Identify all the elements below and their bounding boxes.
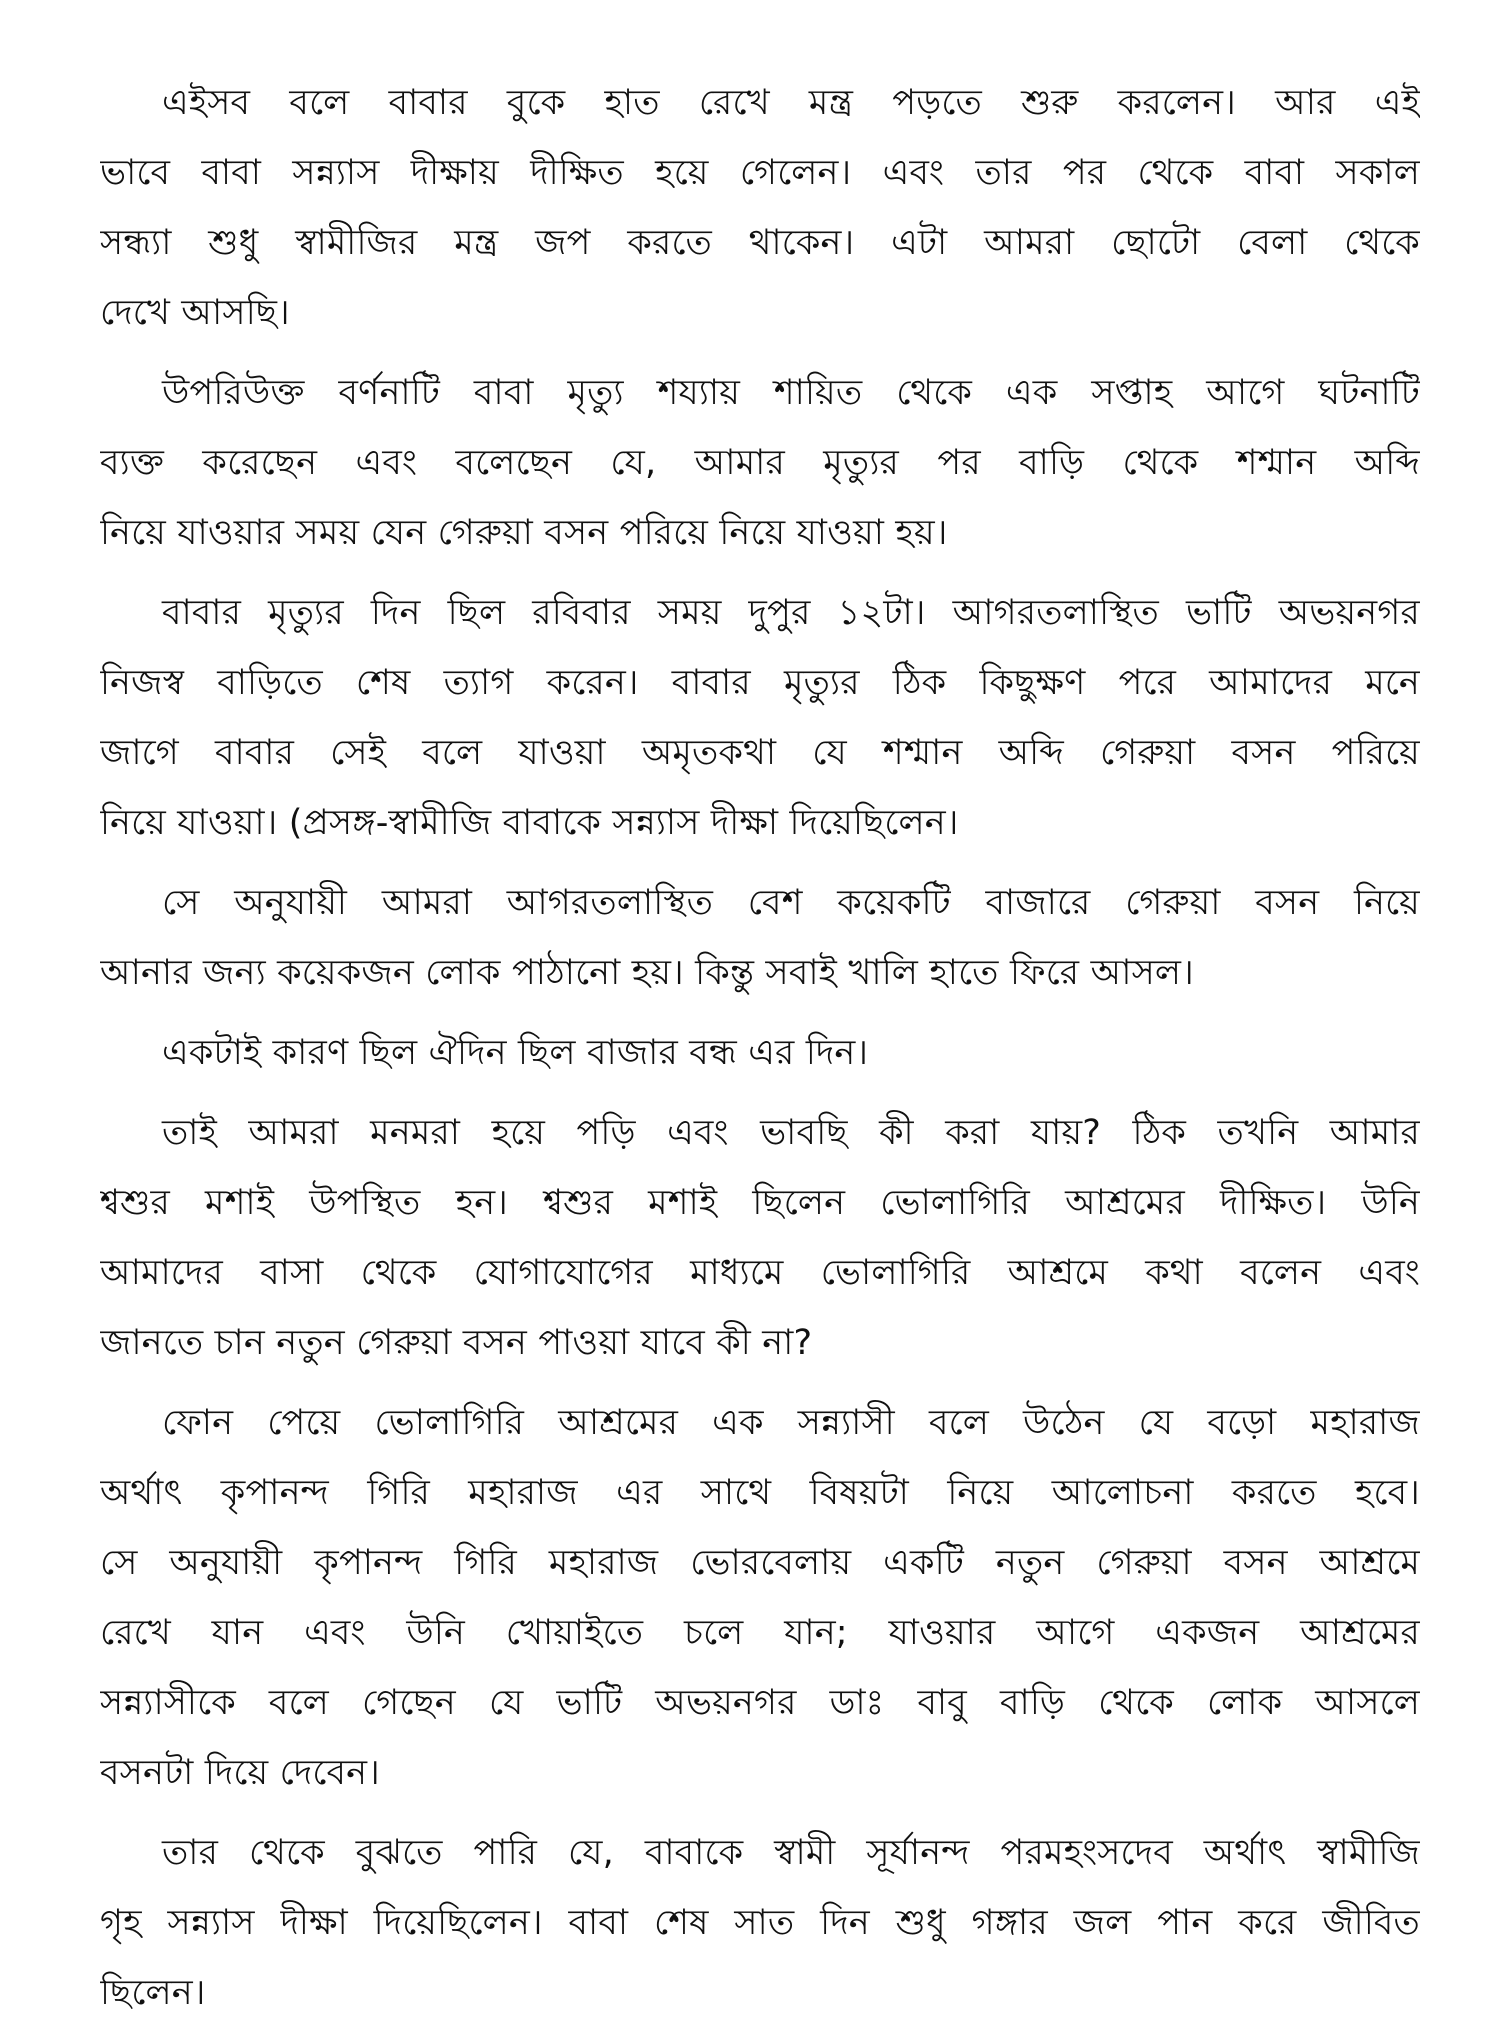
paragraph-1 — [100, 68, 1420, 348]
paragraph-8 — [100, 1818, 1420, 2028]
paragraph-line: জানতে চান নতুন গেরুয়া বসন পাওয়া যাবে কী না? — [100, 1323, 813, 1363]
paragraph-line: নিজস্ব বাড়িতে শেষ ত্যাগ করেন। বাবার মৃত্যুর ঠিক কিছুক্ষণ পরে আমাদের মনে — [100, 663, 1420, 703]
paragraph-line: অর্থাৎ কৃপানন্দ গিরি মহারাজ এর সাথে বিষয়টা নিয়ে আলোচনা করতে হবে। — [100, 1473, 1420, 1513]
paragraph-line: সে অনুযায়ী আমরা আগরতলাস্থিত বেশ কয়েকটি বাজারে গেরুয়া বসন নিয়ে — [162, 883, 1420, 923]
paragraph-line: আমাদের বাসা থেকে যোগাযোগের মাধ্যমে ভোলাগিরি আশ্রমে কথা বলেন এবং — [100, 1253, 1420, 1293]
paragraph-line: ভাবে বাবা সন্ন্যাস দীক্ষায় দীক্ষিত হয়ে গেলেন। এবং তার পর থেকে বাবা সকাল — [100, 153, 1420, 193]
paragraph-6 — [100, 1098, 1420, 1378]
paragraph-line: সে অনুযায়ী কৃপানন্দ গিরি মহারাজ ভোরবেলায় একটি নতুন গেরুয়া বসন আশ্রমে — [100, 1543, 1420, 1583]
paragraph-line: নিয়ে যাওয়ার সময় যেন গেরুয়া বসন পরিয়ে নিয়ে যাওয়া হয়। — [100, 513, 948, 553]
paragraph-line: এইসব বলে বাবার বুকে হাত রেখে মন্ত্র পড়তে শুরু করলেন। আর এই — [162, 83, 1420, 123]
paragraph-5 — [100, 1018, 1420, 1088]
paragraph-line: আনার জন্য কয়েকজন লোক পাঠানো হয়। কিন্তু সবাই খালি হাতে ফিরে আসল। — [100, 953, 1194, 993]
paragraph-line: গৃহ সন্ন্যাস দীক্ষা দিয়েছিলেন। বাবা শেষ সাত দিন শুধু গঙ্গার জল পান করে জীবিত — [100, 1903, 1420, 1943]
paragraph-line: একটাই কারণ ছিল ঐদিন ছিল বাজার বন্ধ এর দিন। — [162, 1033, 869, 1073]
document-page — [100, 68, 1420, 2013]
paragraph-line: তাই আমরা মনমরা হয়ে পড়ি এবং ভাবছি কী করা যায়? ঠিক তখনি আমার — [162, 1113, 1420, 1153]
paragraph-line: রেখে যান এবং উনি খোয়াইতে চলে যান; যাওয়ার আগে একজন আশ্রমের — [100, 1613, 1420, 1653]
paragraph-line: শ্বশুর মশাই উপস্থিত হন। শ্বশুর মশাই ছিলেন ভোলাগিরি আশ্রমের দীক্ষিত। উনি — [100, 1183, 1420, 1223]
paragraph-line: সন্ধ্যা শুধু স্বামীজির মন্ত্র জপ করতে থাকেন। এটা আমরা ছোটো বেলা থেকে — [100, 223, 1420, 263]
paragraph-4 — [100, 868, 1420, 1008]
paragraph-line: ছিলেন। — [100, 1973, 206, 2013]
paragraph-line: দেখে আসছি। — [100, 293, 290, 333]
paragraph-line: উপরিউক্ত বর্ণনাটি বাবা মৃত্যু শয্যায় শায়িত থেকে এক সপ্তাহ আগে ঘটনাটি — [162, 373, 1420, 413]
paragraph-2 — [100, 358, 1420, 568]
paragraph-7 — [100, 1388, 1420, 1808]
paragraph-line: জাগে বাবার সেই বলে যাওয়া অমৃতকথা যে শশ্মান অব্দি গেরুয়া বসন পরিয়ে — [100, 733, 1420, 773]
paragraph-line: ব্যক্ত করেছেন এবং বলেছেন যে, আমার মৃত্যুর পর বাড়ি থেকে শশ্মান অব্দি — [100, 443, 1420, 483]
paragraph-3 — [100, 578, 1420, 858]
paragraph-line: বাবার মৃত্যুর দিন ছিল রবিবার সময় দুপুর ১২টা। আগরতলাস্থিত ভাটি অভয়নগর — [162, 593, 1420, 633]
paragraph-line: ফোন পেয়ে ভোলাগিরি আশ্রমের এক সন্ন্যাসী বলে উঠেন যে বড়ো মহারাজ — [162, 1403, 1420, 1443]
paragraph-line: বসনটা দিয়ে দেবেন। — [100, 1753, 380, 1793]
paragraph-line: নিয়ে যাওয়া। (প্রসঙ্গ-স্বামীজি বাবাকে সন্ন্যাস দীক্ষা দিয়েছিলেন। — [100, 803, 959, 843]
paragraph-line: সন্ন্যাসীকে বলে গেছেন যে ভাটি অভয়নগর ডাঃ বাবু বাড়ি থেকে লোক আসলে — [100, 1683, 1420, 1723]
paragraph-line: তার থেকে বুঝতে পারি যে, বাবাকে স্বামী সূর্যানন্দ পরমহংসদেব অর্থাৎ স্বামীজি — [162, 1833, 1420, 1873]
